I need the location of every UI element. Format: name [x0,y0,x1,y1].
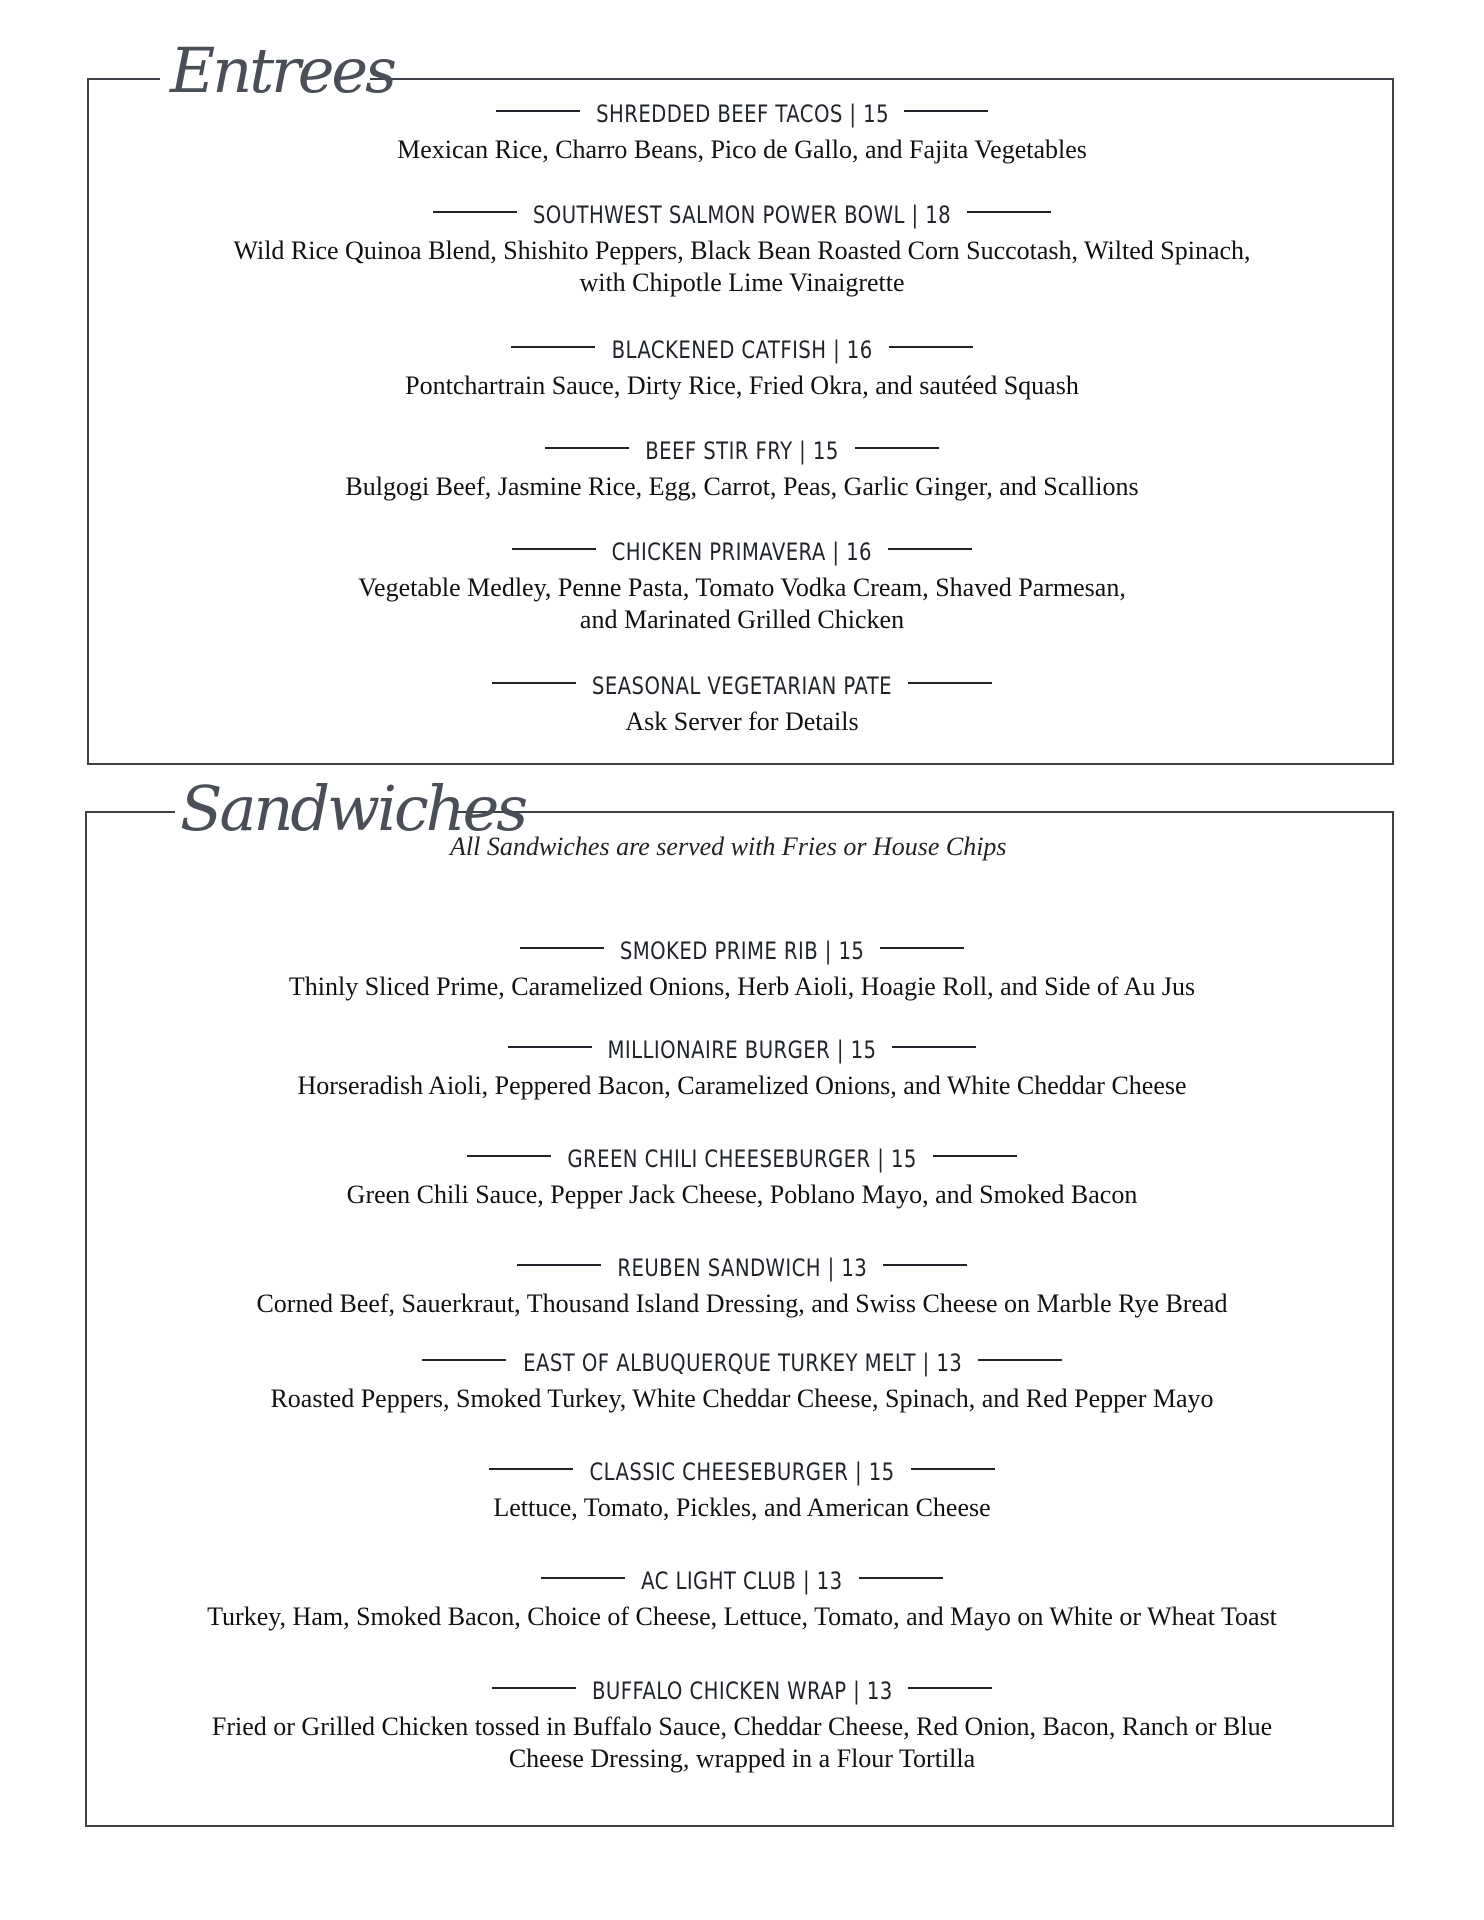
item-header [0,1145,1484,1179]
sandwiches-title: Sandwiches [180,772,526,845]
item-header [0,538,1484,572]
item-description: Pontchartrain Sauce, Dirty Rice, Fried Okra, and sautéed Squash [405,371,1079,400]
dash-left [422,1359,506,1361]
sandwiches-item [0,1036,1484,1102]
dash-right [908,1687,992,1689]
item-header [0,1349,1484,1383]
dash-left [541,1577,625,1579]
item-name: SEASONAL VEGETARIAN PATE [591,672,893,700]
item-description: Roasted Peppers, Smoked Turkey, White Cheddar Cheese, Spinach, and Red Pepper Mayo [270,1384,1214,1413]
item-description: with Chipotle Lime Vinaigrette [579,268,905,297]
item-description: Ask Server for Details [625,707,859,736]
item-name: AC LIGHT CLUB | 13 [641,1567,843,1595]
dash-left [511,346,595,348]
dash-left [545,447,629,449]
sandwiches-item [0,937,1484,1003]
item-name: SHREDDED BEEF TACOS | 15 [595,100,889,128]
item-name: REUBEN SANDWICH | 13 [616,1254,867,1282]
dash-right [967,211,1051,213]
sandwiches-item [0,1677,1484,1775]
dash-right [892,1046,976,1048]
dash-left [517,1264,601,1266]
item-description: Bulgogi Beef, Jasmine Rice, Egg, Carrot, Peas, Garlic Ginger, and Scallions [345,472,1139,501]
sandwiches-item [0,1254,1484,1320]
item-description: Turkey, Ham, Smoked Bacon, Choice of Cheese, Lettuce, Tomato, and Mayo on White or Wheat Toast [207,1602,1277,1631]
entrees-item [0,100,1484,166]
dash-left [433,211,517,213]
item-name: MILLIONAIRE BURGER | 15 [607,1036,877,1064]
dash-left [512,548,596,550]
item-name: EAST OF ALBUQUERQUE TURKEY MELT | 13 [522,1349,962,1377]
item-name: CLASSIC CHEESEBURGER | 15 [589,1458,895,1486]
dash-left [508,1046,592,1048]
dash-right [978,1359,1062,1361]
item-description: Mexican Rice, Charro Beans, Pico de Gallo, and Fajita Vegetables [397,135,1087,164]
dash-right [908,682,992,684]
dash-left [467,1155,551,1157]
item-header [0,437,1484,471]
item-description: Corned Beef, Sauerkraut, Thousand Island Dressing, and Swiss Cheese on Marble Rye Bread [256,1289,1228,1318]
dash-right [880,947,964,949]
item-name: SMOKED PRIME RIB | 15 [619,937,865,965]
item-description: Green Chili Sauce, Pepper Jack Cheese, Poblano Mayo, and Smoked Bacon [346,1180,1138,1209]
item-header [0,1677,1484,1711]
sandwiches-item [0,1145,1484,1211]
dash-right [911,1468,995,1470]
dash-right [889,346,973,348]
dash-left [492,1687,576,1689]
dash-right [888,548,972,550]
item-header [0,672,1484,706]
item-description: Fried or Grilled Chicken tossed in Buffalo Sauce, Cheddar Cheese, Red Onion, Bacon, Ranch or Blue [211,1712,1273,1741]
item-name: SOUTHWEST SALMON POWER BOWL | 18 [532,201,952,229]
item-description: Lettuce, Tomato, Pickles, and American Cheese [493,1493,991,1522]
dash-left [520,947,604,949]
dash-right [904,110,988,112]
item-header [0,937,1484,971]
item-name: BUFFALO CHICKEN WRAP | 13 [591,1677,893,1705]
dash-right [855,447,939,449]
item-header [0,1036,1484,1070]
dash-right [933,1155,1017,1157]
item-header [0,336,1484,370]
item-header [0,1254,1484,1288]
entrees-item [0,672,1484,738]
item-header [0,1458,1484,1492]
sandwiches-item [0,1567,1484,1633]
dash-left [489,1468,573,1470]
entrees-item [0,437,1484,503]
sandwiches-item [0,1349,1484,1415]
item-description: Wild Rice Quinoa Blend, Shishito Peppers, Black Bean Roasted Corn Succotash, Wilted Spinach, [233,236,1251,265]
entrees-title: Entrees [170,34,394,107]
entrees-item [0,201,1484,299]
entrees-frame [87,78,1394,765]
entrees-item [0,336,1484,402]
item-description: Vegetable Medley, Penne Pasta, Tomato Vodka Cream, Shaved Parmesan, [358,573,1126,602]
entrees-item [0,538,1484,636]
item-header [0,100,1484,134]
item-description: Horseradish Aioli, Peppered Bacon, Caramelized Onions, and White Cheddar Cheese [297,1071,1187,1100]
dash-right [859,1577,943,1579]
dash-left [496,110,580,112]
item-description: Thinly Sliced Prime, Caramelized Onions, Herb Aioli, Hoagie Roll, and Side of Au Jus [288,972,1196,1001]
dash-right [883,1264,967,1266]
item-description: Cheese Dressing, wrapped in a Flour Tortilla [508,1744,976,1773]
item-header [0,201,1484,235]
dash-left [492,682,576,684]
sandwiches-note: All Sandwiches are served with Fries or House Chips [450,832,1007,861]
item-name: CHICKEN PRIMAVERA | 16 [611,538,872,566]
item-name: BEEF STIR FRY | 15 [645,437,839,465]
sandwiches-item [0,1458,1484,1524]
item-name: BLACKENED CATFISH | 16 [611,336,873,364]
item-name: GREEN CHILI CHEESEBURGER | 15 [567,1145,917,1173]
item-header [0,1567,1484,1601]
item-description: and Marinated Grilled Chicken [579,605,905,634]
